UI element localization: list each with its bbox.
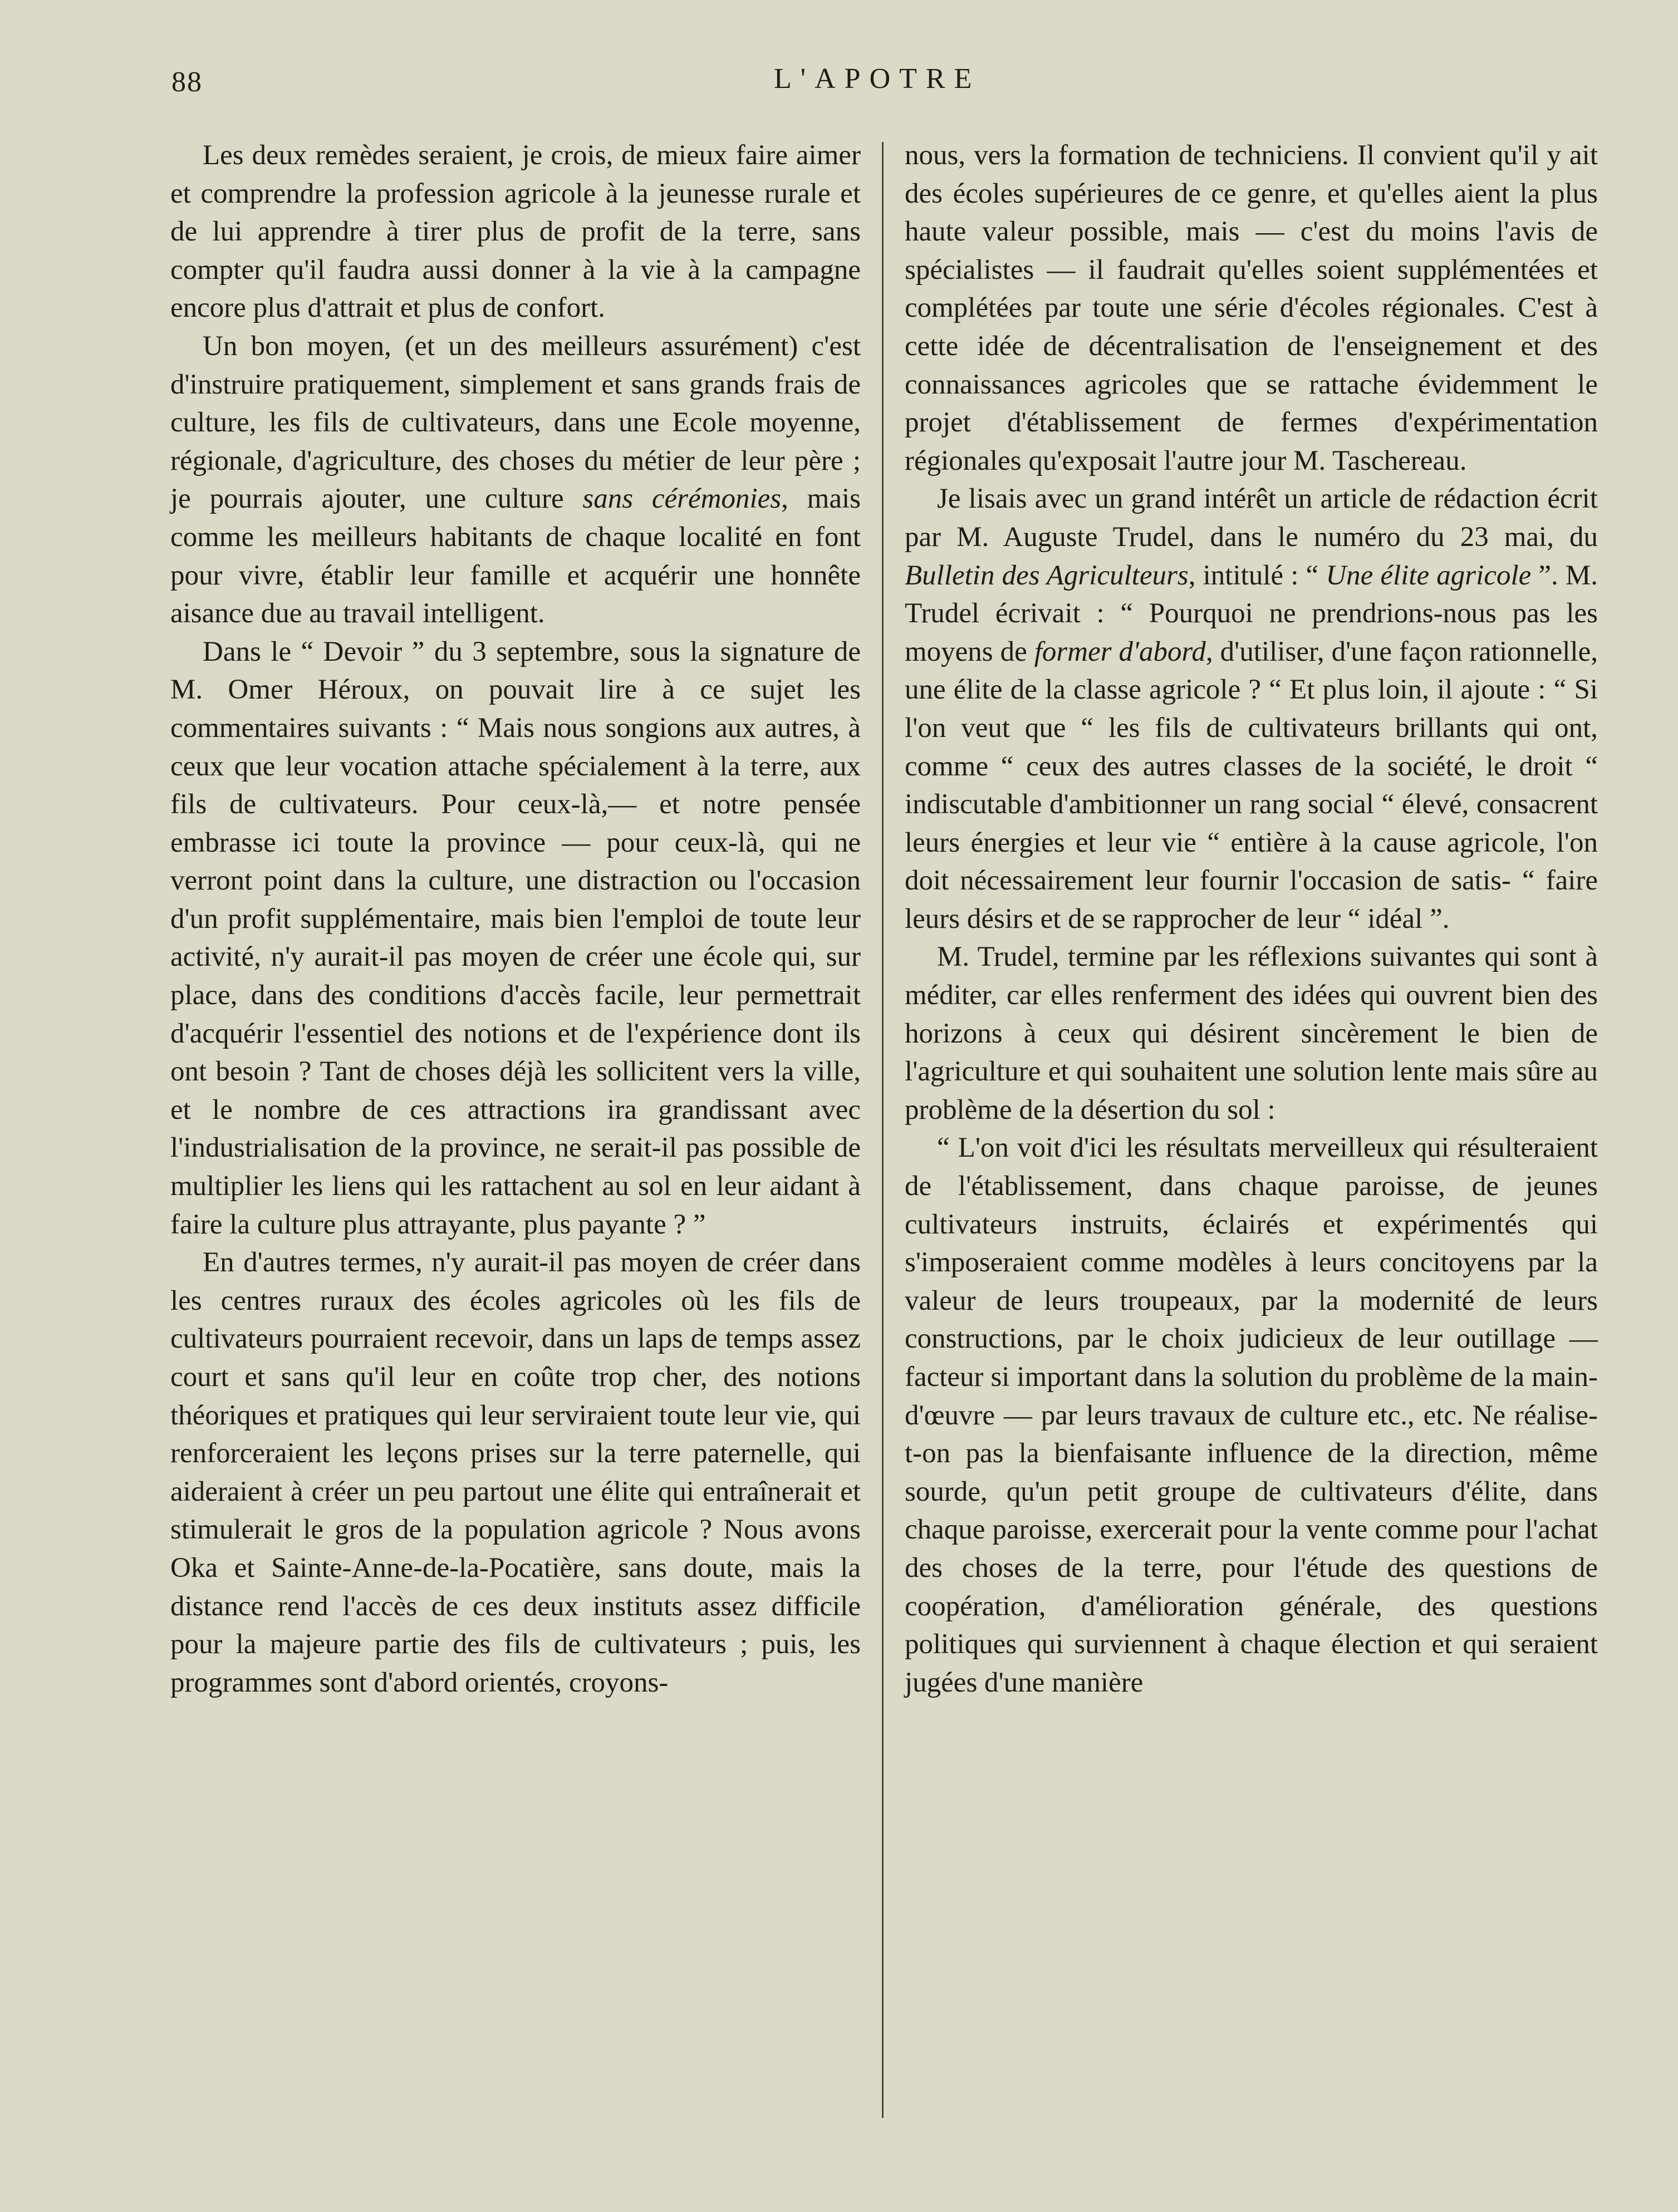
paragraph: Dans le “ Devoir ” du 3 septembre, sous la signature de M. Omer Héroux, on pouvait lire à ce sujet les commentaires suivants : “ Mais nous songions aux autres, à ceux que leur vocation attache spécialement à la terre, aux fils de cultivateurs. Pour ceux-là,— et notre pensée embrasse ici toute la province — pour ceux-là, qui ne verront point dans la culture, une distraction ou l'occasion d'un profit supplémentaire, mais bien l'emploi de toute leur activité, n'y aurait-il pas moyen de créer une école qui, sur place, dans des conditions d'accès facile, leur permettrait d'acquérir l'essentiel des notions et de l'expérience dont ils ont besoin ? Tant de choses déjà les sollicitent vers la ville, et le nombre de ces attractions ira grandissant avec l'industrialisation de la province, ne serait-il pas possible de multiplier les liens qui les rattachent au sol en leur aidant à faire la culture plus attrayante, plus payante ? ” (170, 636, 861, 1240)
running-title: L'APOTRE (774, 63, 981, 95)
italic-run: former d'abord (1034, 636, 1206, 667)
right-column (905, 136, 1598, 1702)
paragraph: nous, vers la formation de techniciens. Il convient qu'il y ait des écoles supérieures de ce genre, et qu'elles aient la plus haute valeur possible, mais — c'est du moins l'avis de spécialistes — il faudrait qu'elles soient supplémentées et complétées par toute une série d'écoles régionales. C'est à cette idée de décentralisation de l'enseignement et des connaissances agricoles que se rattache évidemment le projet d'établissement de fermes d'expérimentation régionales qu'exposait l'autre jour M. Taschereau. (905, 140, 1598, 476)
left-column (170, 136, 861, 1702)
text-run: Je lisais avec un grand intérêt un article de rédaction écrit par M. Auguste Trudel, dans le numéro du 23 mai, du (905, 483, 1598, 553)
paragraph (905, 480, 1598, 938)
text-run: , d'utiliser, d'une façon rationnelle, une élite de la classe agricole ? “ Et plus loin, il ajoute : “ Si l'on veut que “ les fils de cultivateurs brillants qui ont, comme “ ceux des autres classes de la société, le droit “ indiscutable d'ambitionner un rang social “ élevé, consacrent leurs énergies et leur vie “ entière à la cause agricole, l'on doit nécessairement leur fournir l'occasion de satis- “ faire leurs désirs et de se rapprocher de leur “ idéal ”. (905, 636, 1598, 935)
paragraph: M. Trudel, termine par les réflexions suivantes qui sont à méditer, car elles renferment des idées qui ouvrent bien des horizons à ceux qui désirent sincèrement le bien de l'agriculture et qui souhaitent une solution lente mais sûre au problème de la désertion du sol : (905, 941, 1598, 1125)
text-run: , intitulé : “ (1188, 559, 1326, 591)
paragraph: “ L'on voit d'ici les résultats merveilleux qui résulteraient de l'établissement, dans chaque paroisse, de jeunes cultivateurs instruits, éclairés et expérimentés qui s'imposeraient comme modèles à leurs concitoyens par la valeur de leurs troupeaux, par la modernité de leurs constructions, par le choix judicieux de leur outillage — facteur si important dans la solution du problème de la main-d'œuvre — par leurs travaux de culture etc., etc. Ne réalise-t-on pas la bienfaisante influence de la direction, même sourde, qu'un petit groupe de cultivateurs d'élite, dans chaque paroisse, exercerait pour la vente comme pour l'achat des choses de la terre, pour l'étude des questions de coopération, d'amélioration générale, des questions politiques qui surviennent à chaque élection et qui seraient jugées d'une manière (905, 1132, 1598, 1698)
text-run: , mais comme les meilleurs habitants de chaque localité en font pour vivre, établir leur famille et acquérir une honnête aisance due au travail intelligent. (170, 483, 861, 630)
paragraph: Les deux remèdes seraient, je crois, de mieux faire aimer et comprendre la profession agricole à la jeunesse rurale et de lui apprendre à tirer plus de profit de la terre, sans compter qu'il faudra aussi donner à la vie à la campagne encore plus d'attrait et plus de confort. (170, 140, 861, 324)
italic-run: Une élite agricole (1326, 559, 1532, 591)
text-run: Un bon moyen, (et un des meilleurs assurément) c'est d'instruire pratiquement, simplement et sans grands frais de culture, les fils de cultivateurs, dans une Ecole moyenne, régionale, d'agriculture, des choses du métier de leur père ; je pourrais ajouter, une culture (170, 330, 861, 515)
paragraph (170, 327, 861, 633)
paragraph: En d'autres termes, n'y aurait-il pas moyen de créer dans les centres ruraux des écoles agricoles où les fils de cultivateurs pourraient recevoir, dans un laps de temps assez court et sans qu'il leur en coûte trop cher, des notions théoriques et pratiques qui leur serviraient toute leur vie, qui renforceraient les leçons prises sur la terre paternelle, qui aideraient à créer un peu partout une élite qui entraînerait et stimulerait le gros de la population agricole ? Nous avons Oka et Sainte-Anne-de-la-Pocatière, sans doute, mais la distance rend l'accès de ces deux instituts assez difficile pour la majeure partie des fils de cultivateurs ; puis, les programmes sont d'abord orientés, croyons- (170, 1247, 861, 1698)
column-divider (882, 142, 884, 2118)
italic-run: Bulletin des Agriculteurs (905, 559, 1189, 591)
italic-run: sans cérémonies (582, 483, 782, 515)
text-run: ”. M. Trudel écrivait : “ Pourquoi ne prendrions-nous pas les moyens de (905, 559, 1598, 667)
page-number: 88 (171, 66, 203, 98)
